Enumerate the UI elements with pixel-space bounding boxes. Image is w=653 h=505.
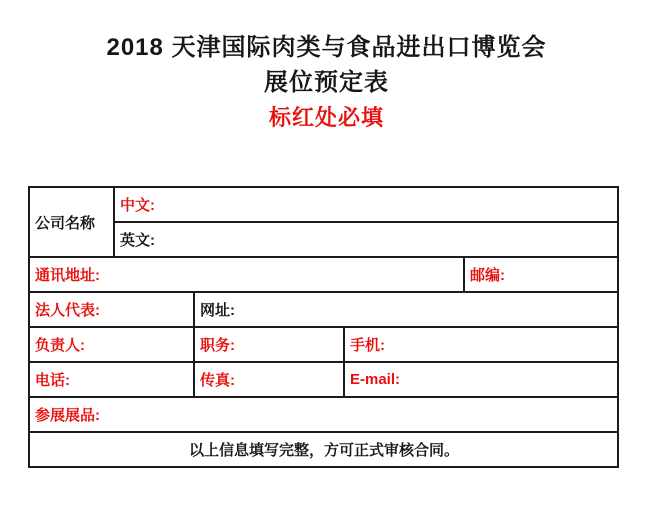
row-company-name-cn <box>29 187 618 222</box>
company-name-label-cell <box>29 187 114 257</box>
position-label: 职务: <box>200 337 235 354</box>
address-field[interactable] <box>29 257 464 292</box>
company-name-label: 公司名称 <box>35 214 96 232</box>
postcode-label: 邮编: <box>470 267 505 284</box>
website-label: 网址: <box>200 302 235 319</box>
contact-person-label: 负责人: <box>35 337 85 354</box>
phone-label: 电话: <box>35 372 70 389</box>
row-address <box>29 257 618 292</box>
postcode-field[interactable] <box>464 257 618 292</box>
document-header <box>0 30 653 135</box>
form-subtitle: 展位预定表 <box>264 69 389 96</box>
position-field[interactable] <box>194 327 344 362</box>
booth-reservation-form <box>28 186 619 468</box>
row-legal-rep <box>29 292 618 327</box>
address-label: 通讯地址: <box>35 267 100 284</box>
company-name-cn-field[interactable] <box>114 187 618 222</box>
row-exhibits <box>29 397 618 432</box>
exhibits-label: 参展展品: <box>35 407 100 424</box>
chinese-label: 中文: <box>120 197 155 214</box>
row-phone <box>29 362 618 397</box>
email-label: E-mail: <box>350 371 401 388</box>
row-contact-person <box>29 327 618 362</box>
contact-person-field[interactable] <box>29 327 194 362</box>
footer-note-cell <box>29 432 618 467</box>
fax-field[interactable] <box>194 362 344 397</box>
mobile-field[interactable] <box>344 327 618 362</box>
phone-field[interactable] <box>29 362 194 397</box>
company-name-en-field[interactable] <box>114 222 618 257</box>
legal-rep-field[interactable] <box>29 292 194 327</box>
fax-label: 传真: <box>200 372 235 389</box>
footer-note: 以上信息填写完整，方可正式审核合同。 <box>188 442 459 459</box>
required-fields-note: 标红处必填 <box>268 105 384 130</box>
row-company-name-en <box>29 222 618 257</box>
legal-rep-label: 法人代表: <box>35 302 100 319</box>
expo-title: 2018 天津国际肉类与食品进出口博览会 <box>106 34 547 61</box>
website-field[interactable] <box>194 292 618 327</box>
email-field[interactable] <box>344 362 618 397</box>
mobile-label: 手机: <box>350 337 385 354</box>
exhibits-field[interactable] <box>29 397 618 432</box>
row-footer-note <box>29 432 618 467</box>
english-label: 英文: <box>120 232 155 249</box>
